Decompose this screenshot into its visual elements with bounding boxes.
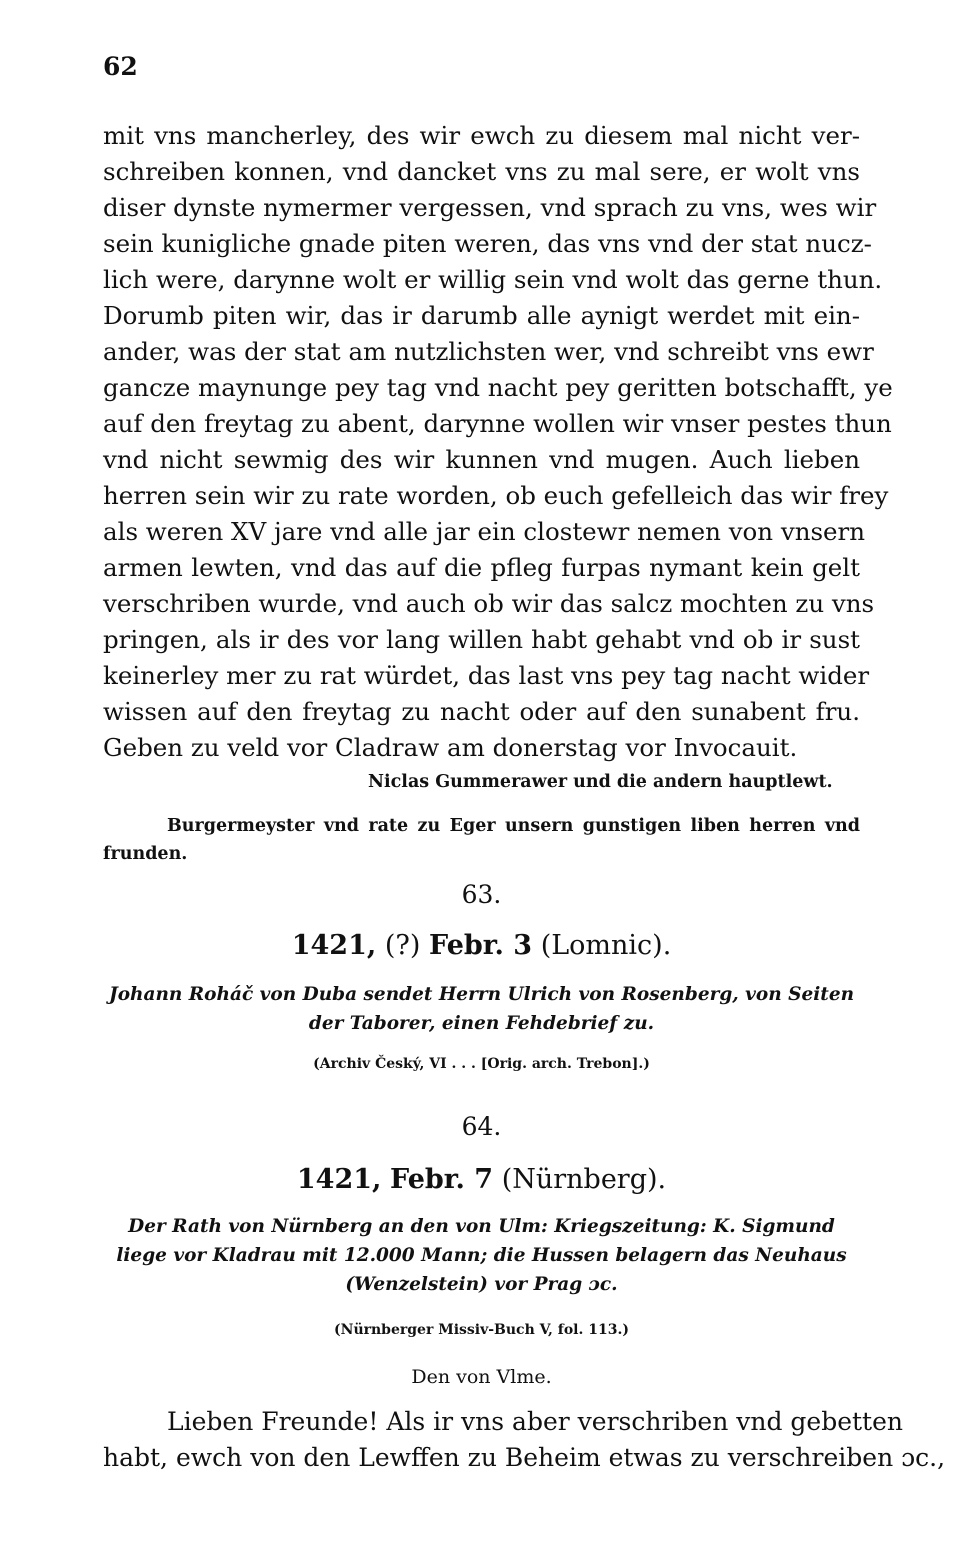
regest-line: der Taborer, einen Fehdebrief zu. (308, 1013, 655, 1034)
date: Febr. 7 (390, 1164, 494, 1195)
year: 1421, (296, 1164, 382, 1195)
document-page (103, 0, 946, 1556)
text-line: Lieben Freunde! Als ir vns aber verschriben vnd gebetten (167, 1407, 903, 1436)
source-citation-63: (Archiv Český, VI . . . [Orig. arch. Trebon].) (313, 1056, 650, 1072)
regest-line: (Wenzelstein) vor Prag ɔc. (345, 1274, 618, 1295)
text-line: sein kunigliche gnade piten weren, das vns vnd der stat nucz- (103, 229, 872, 258)
text-line: pringen, als ir des vor lang willen habt gehabt vnd ob ir sust (103, 625, 860, 654)
text-line: Dorumb piten wir, das ir darumb alle aynigt werdet mit ein- (103, 301, 860, 330)
letter-64-body (103, 1404, 946, 1476)
text-line: verschriben wurde, vnd auch ob wir das salcz mochten zu vns (103, 589, 875, 618)
document-number-63: 63. (461, 880, 502, 909)
dateline-64 (103, 1164, 860, 1195)
text-line: keinerley mer zu rat würdet, das last vns pey tag nacht wider (103, 661, 870, 690)
date: Febr. 3 (429, 930, 533, 961)
text-line: lich were, darynne wolt er willig sein vnd wolt das gerne thun. (103, 265, 883, 294)
text-line: habt, ewch von den Lewffen zu Beheim etwas zu verschreiben ɔc., (103, 1443, 946, 1472)
year: 1421, (291, 930, 377, 961)
salutation: Den von Vlme. (411, 1366, 552, 1388)
regest-63 (103, 980, 860, 1038)
text-line: Geben zu veld vor Cladraw am donerstag vor Invocauit. (103, 733, 798, 762)
text-line: diser dynste nymermer vergessen, vnd sprach zu vns, wes wir (103, 193, 877, 222)
text-line: wissen auf den freytag zu nacht oder auf den sunabent fru. (103, 697, 860, 726)
page-number: 62 (103, 52, 138, 81)
text-line: herren sein wir zu rate worden, ob euch gefelleich das wir frey (103, 481, 889, 510)
letter-body (103, 118, 893, 766)
address-line: frunden. (103, 844, 188, 864)
signature: Niclas Gummerawer und die andern hauptlewt. (368, 772, 833, 792)
text-line: mit vns mancherley, des wir ewch zu diesem mal nicht ver- (103, 121, 860, 150)
place: (Lomnic). (540, 930, 672, 961)
regest-line: Der Rath von Nürnberg an den von Ulm: Kriegszeitung: K. Sigmund (128, 1216, 835, 1237)
regest-64 (103, 1212, 860, 1299)
uncertain-mark: (?) (384, 930, 421, 961)
dateline-63 (103, 930, 860, 961)
regest-line: liege vor Kladrau mit 12.000 Mann; die Hussen belagern das Neuhaus (116, 1245, 847, 1266)
text-line: armen lewten, vnd das auf die pfleg furpas nymant kein gelt (103, 553, 860, 582)
text-line: gancze maynunge pey tag vnd nacht pey geritten botschafft, ye (103, 373, 893, 402)
document-number-64: 64. (461, 1112, 502, 1141)
text-line: schreiben konnen, vnd dancket vns zu mal sere, er wolt vns (103, 157, 860, 186)
text-line: ander, was der stat am nutzlichsten wer, vnd schreibt vns ewr (103, 337, 874, 366)
address-line: Burgermeyster vnd rate zu Eger unsern gunstigen liben herren vnd (167, 816, 860, 836)
text-line: vnd nicht sewmig des wir kunnen vnd mugen. Auch lieben (103, 445, 860, 474)
text-line: als weren XV jare vnd alle jar ein clostewr nemen von vnsern (103, 517, 866, 546)
address (103, 812, 860, 868)
text-line: auf den freytag zu abent, darynne wollen wir vnser pestes thun (103, 409, 892, 438)
place: (Nürnberg). (501, 1164, 667, 1195)
source-citation-64: (Nürnberger Missiv-Buch V, fol. 113.) (334, 1322, 629, 1338)
regest-line: Johann Roháč von Duba sendet Herrn Ulrich von Rosenberg, von Seiten (108, 984, 855, 1005)
